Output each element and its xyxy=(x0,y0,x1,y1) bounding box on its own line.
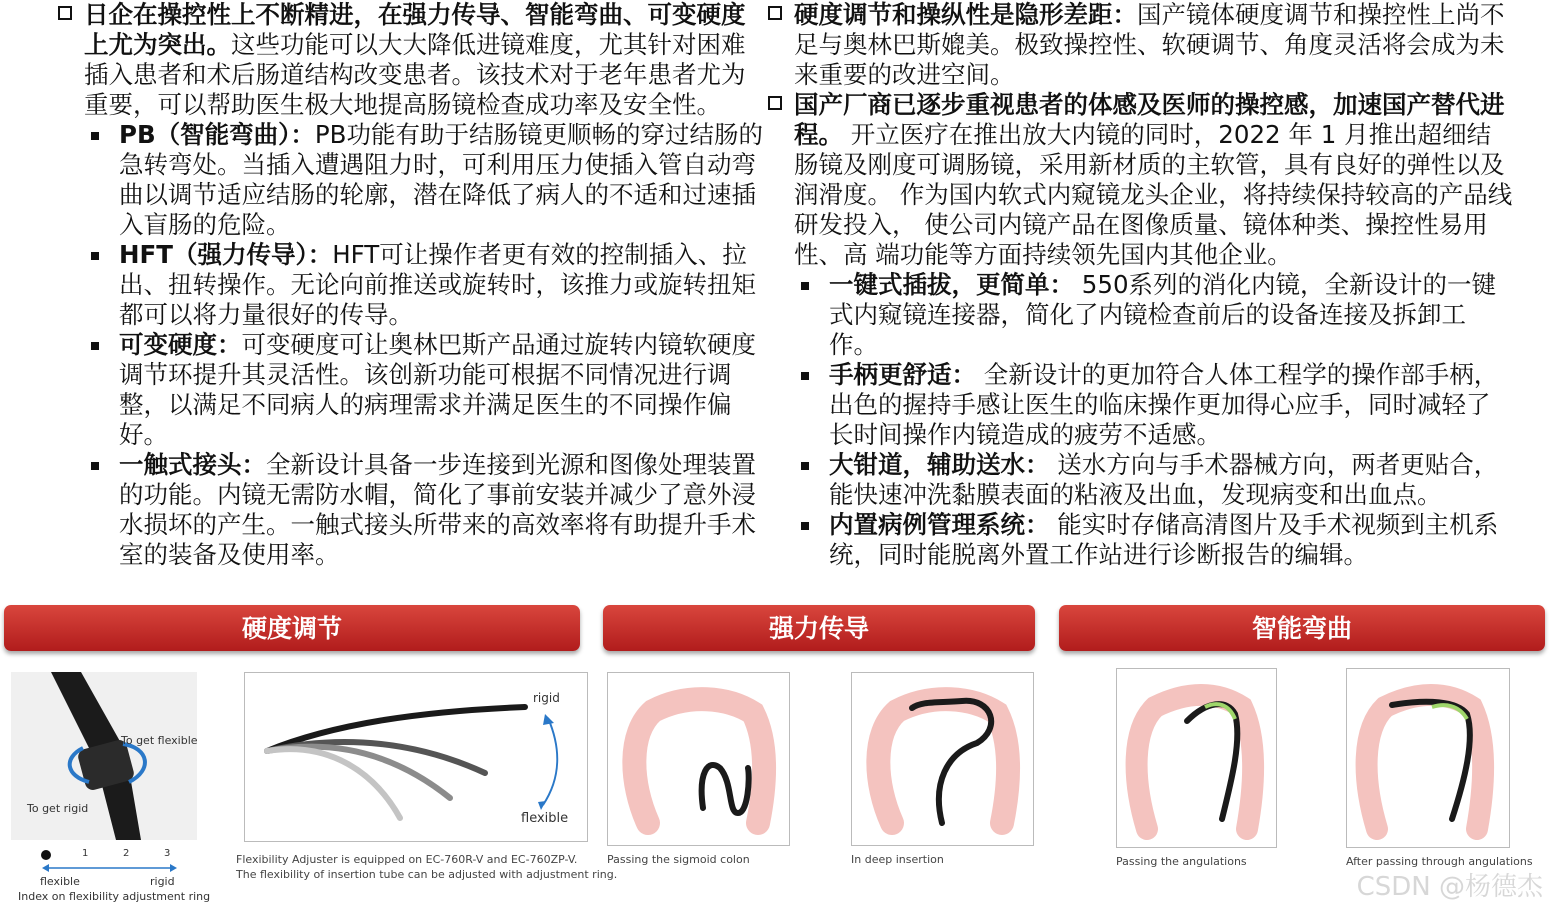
caption-deep: In deep insertion xyxy=(851,853,944,866)
colon-illustration xyxy=(852,673,1033,845)
bullet-term: 内置病例管理系统： xyxy=(829,510,1050,539)
bullet-text: 全新设计具备一步连接到光源和图像处理装置的功能。内镜无需防水帽，简化了事前安装并减少了意外浸水损坏的产生。一触式接头所带来的高效率将有助提升手术室的装备及使用率。 xyxy=(119,450,756,569)
bullet-text: 能实时存储高清图片及手术视频到主机系统，同时能脱离外置工作站进行诊断报告的编辑。 xyxy=(829,510,1499,569)
para1-bold: 硬度调节和操纵性是隐形差距： xyxy=(794,0,1137,29)
checkbox-bullet-icon xyxy=(58,6,72,20)
checkbox-bullet-icon xyxy=(768,96,782,110)
square-bullet-icon xyxy=(91,462,99,470)
right-bullet xyxy=(768,510,1513,570)
ring-label-rigid: rigid xyxy=(150,875,175,888)
square-bullet-icon xyxy=(91,252,99,260)
ring-tick: 3 xyxy=(164,848,171,859)
right-paragraph-2 xyxy=(768,90,1513,270)
bullet-term: 一触式接头： xyxy=(119,450,266,479)
banner-stiffness: 硬度调节 xyxy=(4,605,580,651)
caption-after-angulations: After passing through angulations xyxy=(1346,855,1533,868)
caption-angulations: Passing the angulations xyxy=(1116,855,1247,868)
right-column xyxy=(768,0,1513,570)
bullet-term: 可变硬度： xyxy=(119,330,242,359)
left-bullet xyxy=(58,240,763,330)
bullet-text: 可变硬度可让奥林巴斯产品通过旋转内镜软硬度调节环提升其灵活性。该创新功能可根据不同情况进行调整，以满足不同病人的病理需求并满足医生的不同操作偏好。 xyxy=(119,330,756,449)
right-paragraph-1 xyxy=(768,0,1513,90)
colon-figure-sigmoid xyxy=(607,672,790,846)
bullet-text: 550系列的消化内镜，全新设计的一键式内窥镜连接器，简化了内镜检查前后的设备连接及拆卸工作。 xyxy=(829,270,1497,359)
caption-line-1: Flexibility Adjuster is equipped on EC-760R-V and EC-760ZP-V. xyxy=(236,853,578,866)
left-bullet xyxy=(58,120,763,240)
flexibility-curve-figure xyxy=(244,672,588,842)
left-column xyxy=(58,0,763,570)
square-bullet-icon xyxy=(91,132,99,140)
left-intro-text: 这些功能可以大大降低进镜难度，尤其针对困难插入患者和术后肠道结构改变患者。该技术对于老年患者尤为重要，可以帮助医生极大地提高肠镜检查成功率及安全性。 xyxy=(84,30,746,119)
bullet-term: 大钳道，辅助送水： xyxy=(829,450,1050,479)
colon-figure-after xyxy=(1346,668,1510,848)
left-intro-paragraph xyxy=(58,0,763,120)
right-bullet xyxy=(768,450,1513,510)
label-rigid: rigid xyxy=(533,691,560,705)
bullet-term: PB（智能弯曲）： xyxy=(119,120,315,149)
para2-text: 开立医疗在推出放大内镜的同时，2022 年 1 月推出超细结肠镜及刚度可调肠镜，采用新材质的主软管，具有良好的弹性以及润滑度。 作为国内软式内窥镜龙头企业，将持续保持较高的产品线研发投入， 使公司内镜产品在图像质量、镜体种类、操控性易用性、高 端功能等方面持续领先国内其他企业。 xyxy=(794,120,1513,269)
para1-text: 国产镜体硬度调节和操控性上尚不足与奥林巴斯媲美。极致操控性、软硬调节、角度灵活将会成为未来重要的改进空间。 xyxy=(794,0,1505,89)
watermark: CSDN @杨德杰 xyxy=(1356,872,1543,902)
para2-bold: 国产厂商已逐步重视患者的体感及医师的操控感，加速国产替代进程。 xyxy=(794,90,1505,149)
label-to-get-rigid: To get rigid xyxy=(27,802,89,815)
caption-sigmoid: Passing the sigmoid colon xyxy=(607,853,750,866)
banner-smart-bending: 智能弯曲 xyxy=(1059,605,1545,651)
square-bullet-icon xyxy=(801,522,809,530)
square-bullet-icon xyxy=(801,372,809,380)
ring-label-flexible: flexible xyxy=(40,875,80,888)
ring-index-axis xyxy=(35,848,185,874)
caption-line-2: The flexibility of insertion tube can be adjusted with adjustment ring. xyxy=(236,868,618,881)
colon-illustration xyxy=(1117,669,1276,847)
checkbox-bullet-icon xyxy=(768,6,782,20)
bullet-text: PB功能有助于结肠镜更顺畅的穿过结肠的急转弯处。当插入遭遇阻力时，可利用压力使插入管自动弯曲以调节适应结肠的轮廓，潜在降低了病人的不适和过速插入盲肠的危险。 xyxy=(119,120,763,239)
left-bullet xyxy=(58,330,763,450)
colon-figure-angulations xyxy=(1116,668,1277,848)
colon-illustration xyxy=(1347,669,1509,847)
square-bullet-icon xyxy=(91,342,99,350)
square-bullet-icon xyxy=(801,462,809,470)
label-flexible: flexible xyxy=(521,811,569,826)
bullet-term: 一键式插拔，更简单： xyxy=(829,270,1074,299)
bullet-text: HFT可让操作者更有效的控制插入、拉出、扭转操作。无论向前推送或旋转时，该推力或旋转扭矩都可以将力量很好的传导。 xyxy=(119,240,756,329)
right-bullet xyxy=(768,270,1513,360)
banner-force-transmission: 强力传导 xyxy=(603,605,1035,651)
right-bullet xyxy=(768,360,1513,450)
colon-illustration xyxy=(608,673,789,845)
ring-tick: 2 xyxy=(123,848,130,859)
bullet-term: 手柄更舒适： xyxy=(829,360,976,389)
left-intro-bold: 日企在操控性上不断精进，在强力传导、智能弯曲、可变硬度上尤为突出。 xyxy=(84,0,746,59)
bullet-term: HFT（强力传导）： xyxy=(119,240,333,269)
colon-figure-deep xyxy=(851,672,1034,846)
ring-index-title: Index on flexibility adjustment ring xyxy=(18,890,211,903)
endoscope-photo xyxy=(11,672,197,840)
label-to-get-flexible: To get flexible xyxy=(121,734,198,747)
left-bullet xyxy=(58,450,763,570)
bullet-text: 全新设计的更加符合人体工程学的操作部手柄，出色的握持手感让医生的临床操作更加得心应手，同时减轻了长时间操作内镜造成的疲劳不适感。 xyxy=(829,360,1499,449)
square-bullet-icon xyxy=(801,282,809,290)
ring-tick: 1 xyxy=(82,848,89,859)
bullet-text: 送水方向与手术器械方向，两者更贴合，能快速冲洗黏膜表面的粘液及出血，发现病变和出血点。 xyxy=(829,450,1499,509)
